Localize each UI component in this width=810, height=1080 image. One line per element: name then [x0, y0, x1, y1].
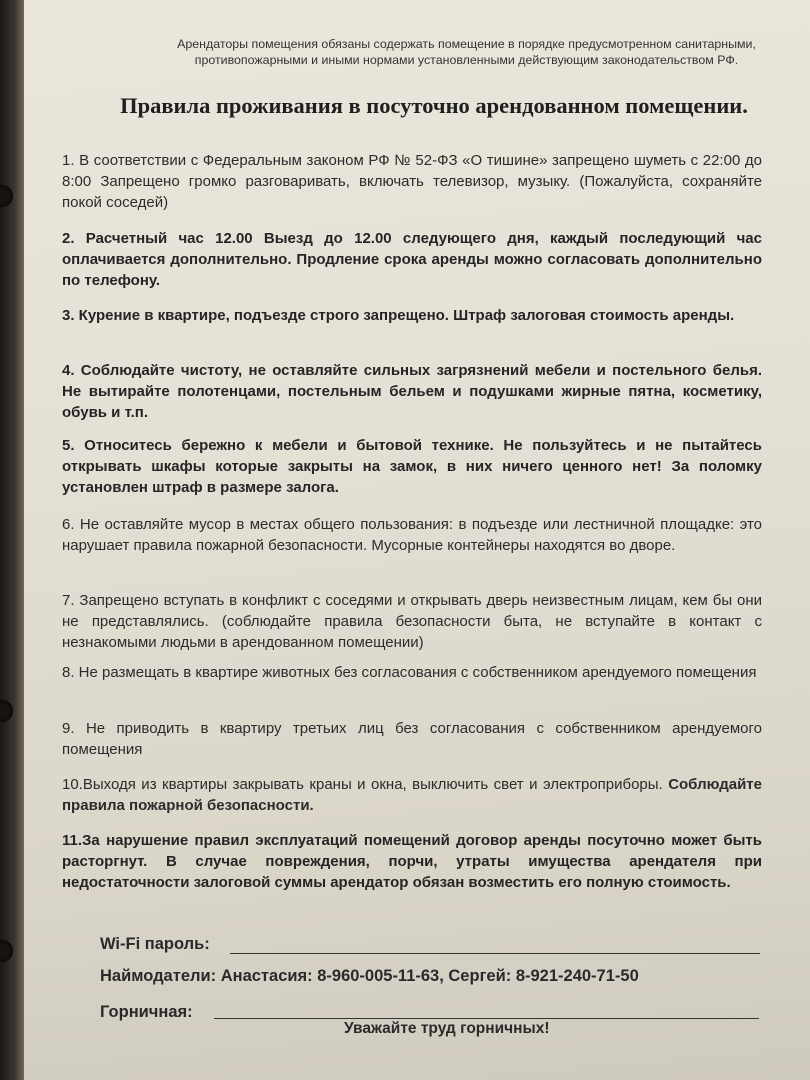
wifi-label: Wi-Fi пароль: — [100, 935, 210, 953]
wifi-blank-line — [230, 953, 760, 954]
rule-7: 7. Запрещено вступать в конфликт с соседями и открывать дверь неизвестным лицам, кем бы они не представлялись. (соблюдайте правила безопасности быта, не вступайте в контакт с незнакомыми людьми в арендованном помещении) — [62, 592, 762, 651]
rule-6: 6. Не оставляйте мусор в местах общего пользования: в подъезде или лестничной площадке: это нарушает правила пожарной безопасности. Мусорные контейнеры находятся во дворе. — [62, 516, 762, 554]
header-note: Арендаторы помещения обязаны содержать помещение в порядке предусмотренном санитарными, противопожарными и иными нормами установленными действующим законодательством РФ. — [177, 37, 756, 67]
landlords-contacts: Наймодатели: Анастасия: 8-960-005-11-63, Сергей: 8-921-240-71-50 — [100, 967, 639, 985]
rule-8: 8. Не размещать в квартире животных без согласования с собственником арендуемого помещения — [62, 664, 757, 681]
rules-sheet — [24, 0, 810, 1080]
punch-hole — [0, 700, 13, 722]
rule-10-bold-text: Соблюдайте правила пожарной безопасности. — [62, 776, 762, 814]
rule-10-text: 10.Выходя из квартиры закрывать краны и окна, выключить свет и электроприборы. — [62, 776, 663, 793]
punch-hole — [0, 940, 13, 962]
page-title: Правила проживания в посуточно арендованном помещении. — [120, 93, 748, 118]
rule-3: 3. Курение в квартире, подъезде строго запрещено. Штраф залоговая стоимость аренды. — [62, 307, 735, 324]
rule-1: 1. В соответствии с Федеральным законом РФ № 52-ФЗ «О тишине» запрещено шуметь с 22:00 до 8:00 Запрещено громко разговаривать, включать телевизор, музыку. (Пожалуйста, сохраняйте покой соседей) — [62, 152, 762, 211]
rule-2: 2. Расчетный час 12.00 Выезд до 12.00 следующего дня, каждый последующий час оплачивается дополнительно. Продление срока аренды можно согласовать дополнительно по телефону. — [62, 230, 762, 289]
rule-4: 4. Соблюдайте чистоту, не оставляйте сильных загрязнений мебели и постельного белья. Не вытирайте полотенцами, постельным бельем и подушками жирные пятна, косметику, обувь и т.п. — [62, 362, 762, 421]
rule-11: 11.За нарушение правил эксплуатаций помещений договор аренды посуточно может быть расторгнут. В случае повреждения, порчи, утраты имущества арендателя при недостаточности залоговой суммы арендатор обязан возместить его полную стоимость. — [62, 832, 762, 891]
rule-9: 9. Не приводить в квартиру третьих лиц без согласования с собственником арендуемого помещения — [62, 720, 762, 758]
binder-edge — [0, 0, 24, 1080]
rule-5: 5. Относитесь бережно к мебели и бытовой технике. Не пользуйтесь и не пытайтесь открывать шкафы которые закрыты на замок, в них ничего ценного нет! За поломку установлен штраф в размере залога. — [62, 437, 762, 496]
maid-blank-line — [214, 1018, 759, 1019]
rule-10 — [62, 774, 762, 816]
respect-note: Уважайте труд горничных! — [344, 1020, 550, 1037]
punch-hole — [0, 185, 13, 207]
maid-label: Горничная: — [100, 1003, 193, 1021]
